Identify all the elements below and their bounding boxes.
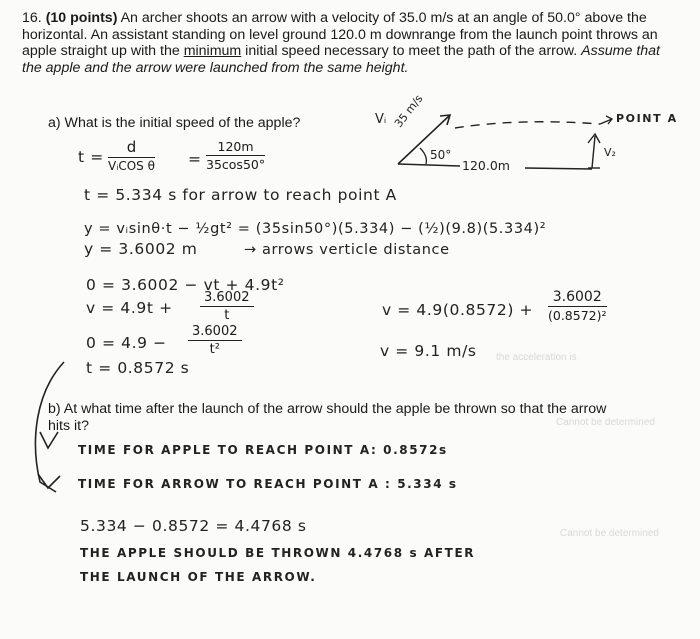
part-a-question: a) What is the initial speed of the apple?	[48, 115, 301, 131]
fraction-120-over-35cos50	[206, 139, 265, 172]
diagram-point-label: POINT A	[616, 112, 678, 125]
faint-text-1: the acceleration is	[496, 352, 577, 363]
v-lhs: v = 4.9t +	[86, 299, 173, 317]
t-lhs: t =	[78, 148, 104, 166]
faint-text-2: Cannot be determined	[556, 417, 655, 428]
part-b-question: b) At what time after the launch of the arrow should the apple be thrown so that the arrow hits it?	[48, 401, 607, 434]
fraction-d-over-vcos	[108, 138, 155, 173]
y-equation-line: y = vᵢsinθ·t − ½gt² = (35sin50°)(5.334) − (½)(9.8)(5.334)²	[84, 221, 547, 237]
equals-sign: =	[188, 150, 202, 168]
diagram-angle-label: 50°	[430, 148, 452, 162]
v-fraction-denominator: t	[224, 308, 230, 323]
diagram-v-label: Vᵢ	[375, 112, 387, 127]
fraction-1-numerator: d	[108, 138, 155, 158]
problem-number: 16.	[22, 10, 42, 26]
problem-text-2: initial speed necessary to meet the path of the arrow.	[241, 43, 582, 59]
v-substitution-denominator: (0.8572)²	[548, 308, 607, 323]
y-result: y = 3.6002 m	[84, 240, 198, 258]
fraction-2-denominator: 35cos50°	[206, 157, 266, 172]
fraction-1-denominator: VᵢCOS θ	[108, 159, 155, 173]
diagram-speed-label: 35 m/s	[392, 92, 426, 131]
part-b-line-5: THE LAUNCH OF THE ARROW.	[80, 570, 317, 584]
diagram-distance-label: 120.0m	[462, 158, 510, 173]
y-note: → arrows verticle distance	[244, 242, 450, 258]
problem-text-italic: Assume that the apple and the arrow were launched from the same height.	[22, 43, 660, 76]
problem-text-1: An archer shoots an arrow with a velocity of 35.0 m/s at an angle of 50.0° above the horizontal. An assistant standing on level ground 120.0 m downrange from the launch point throws an apple straight up with the	[22, 10, 658, 59]
problem-points: (10 points)	[45, 10, 118, 26]
t-final: t = 0.8572 s	[86, 359, 190, 377]
v-substitution-numerator: 3.6002	[548, 289, 607, 307]
part-b-line-1: TIME FOR APPLE TO REACH POINT A: 0.8572s	[78, 443, 448, 457]
problem-text-underline: minimum	[183, 43, 242, 59]
v-final: v = 9.1 m/s	[380, 342, 477, 360]
diagram-v2-label: V₂	[604, 146, 616, 159]
part-b-line-3: 5.334 − 0.8572 = 4.4768 s	[80, 517, 307, 535]
zero-equation-2-numerator: 3.6002	[188, 324, 242, 341]
fraction-2-numerator: 120m	[206, 139, 265, 156]
zero-equation-2-fraction	[188, 324, 242, 357]
v-substitution-fraction	[548, 289, 607, 323]
zero-equation-1: 0 = 3.6002 − vt + 4.9t²	[86, 276, 285, 294]
v-fraction-numerator: 3.6002	[200, 290, 254, 307]
t-result-line: t = 5.334 s for arrow to reach point A	[84, 186, 397, 204]
v-fraction	[200, 290, 254, 323]
zero-equation-2-lhs: 0 = 4.9 −	[86, 334, 167, 352]
part-b-line-2: TIME FOR ARROW TO REACH POINT A : 5.334 s	[78, 477, 458, 491]
faint-text-3: Cannot be determined	[560, 528, 659, 539]
v-substitution-lhs: v = 4.9(0.8572) +	[382, 301, 534, 319]
part-b-line-4: THE APPLE SHOULD BE THROWN 4.4768 s AFTER	[80, 546, 476, 560]
zero-equation-2-denominator: t²	[209, 342, 220, 357]
